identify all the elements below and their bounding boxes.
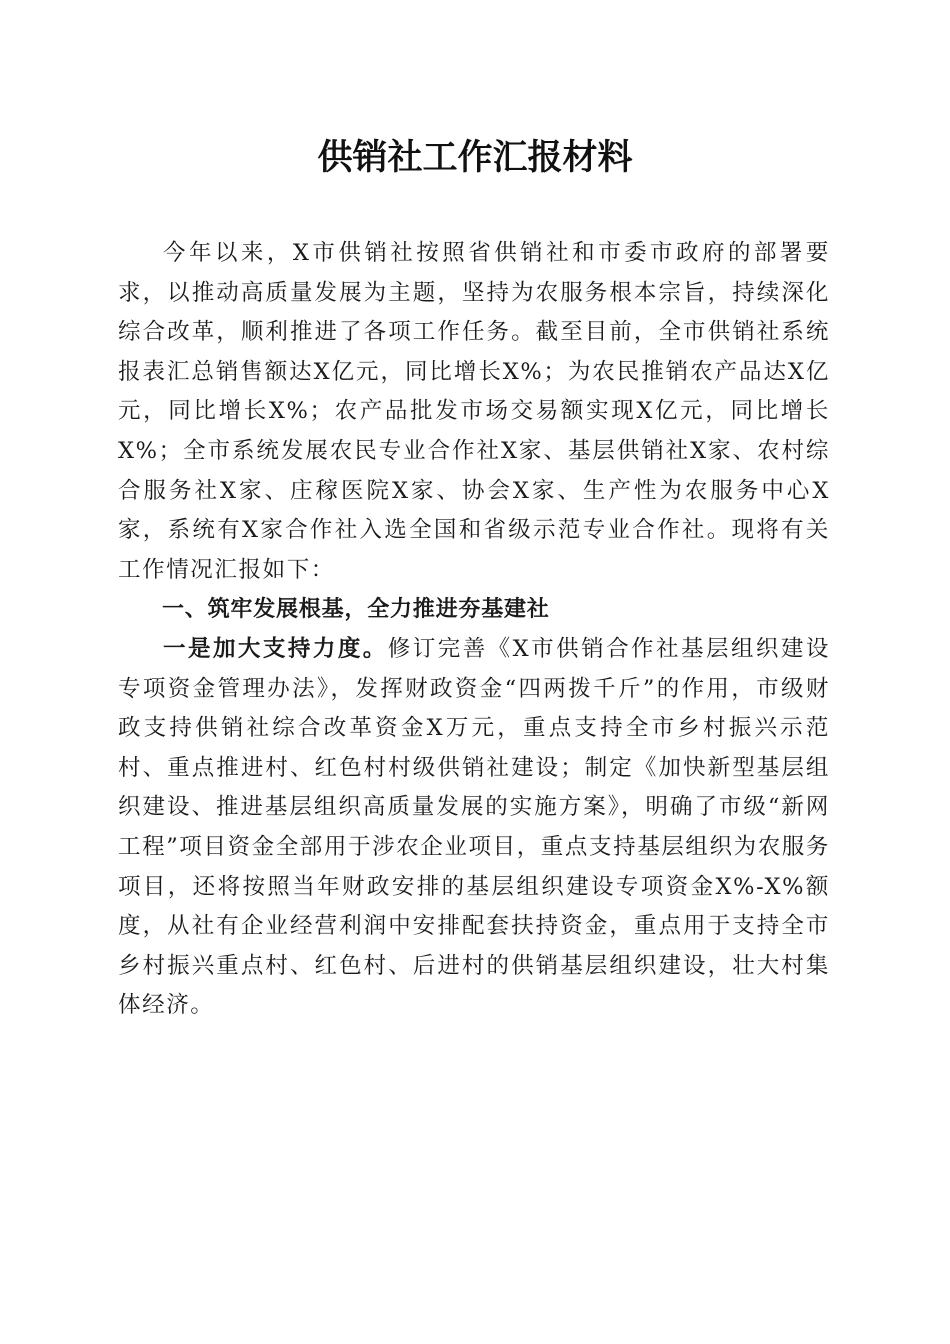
section-paragraph bbox=[118, 630, 830, 1026]
document-title: 供销社工作汇报材料 bbox=[317, 137, 633, 178]
document-body bbox=[118, 234, 830, 1026]
section-heading: 一、筑牢发展根基，全力推进夯基建社 bbox=[162, 597, 550, 623]
intro-paragraph: 今年以来，X市供销社按照省供销社和市委市政府的部署要求，以推动高质量发展为主题，坚持为农服务根本宗旨，持续深化综合改革，顺利推进了各项工作任务。截至目前，全市供销社系统报表汇总销售额达X亿元，同比增长X%；为农民推销农产品达X亿元，同比增长X%；农产品批发市场交易额实现X亿元，同比增长X%；全市系统发展农民专业合作社X家、基层供销社X家、农村综合服务社X家、庄稼医院X家、协会X家、生产性为农服务中心X家，系统有X家合作社入选全国和省级示范专业合作社。现将有关工作情况汇报如下： bbox=[118, 240, 830, 583]
item-text: 修订完善《X市供销合作社基层组织建设专项资金管理办法》，发挥财政资金“四两拨千斤”的作用，市级财政支持供销社综合改革资金X万元，重点支持全市乡村振兴示范村、重点推进村、红色村村级供销社建设；制定《加快新型基层组织建设、推进基层组织高质量发展的实施方案》，明确了市级“新网工程”项目资金全部用于涉农企业项目，重点支持基层组织为农服务项目，还将按照当年财政安排的基层组织建设专项资金X%-X%额度，从社有企业经营利润中安排配套扶持资金，重点用于支持全市乡村振兴重点村、红色村、后进村的供销基层组织建设，壮大村集体经济。 bbox=[118, 635, 831, 1019]
item-lead: 一是加大支持力度。 bbox=[163, 635, 388, 662]
